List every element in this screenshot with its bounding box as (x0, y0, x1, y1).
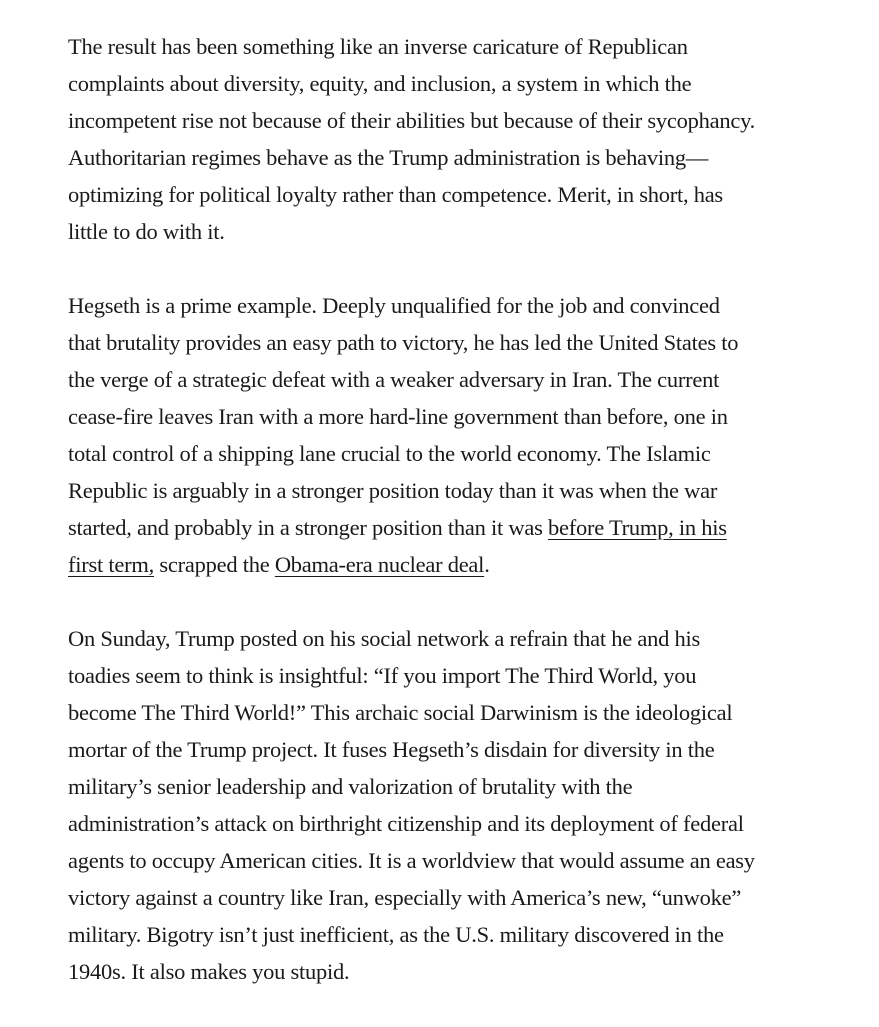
paragraph (68, 620, 868, 990)
text-line (68, 694, 868, 731)
text-line (68, 546, 868, 583)
text-segment: administration’s attack on birthright citizenship and its deployment of federal (68, 811, 744, 836)
text-line (68, 65, 868, 102)
text-segment: Republic is arguably in a stronger position today than it was when the war (68, 478, 718, 503)
text-segment: 1940s. It also makes you stupid. (68, 959, 350, 984)
text-segment: started, and probably in a stronger position than it was (68, 515, 549, 540)
text-segment: that brutality provides an easy path to victory, he has led the United States to (68, 330, 739, 355)
text-line (68, 176, 868, 213)
text-line (68, 139, 868, 176)
text-line (68, 472, 868, 509)
text-segment: the verge of a strategic defeat with a weaker adversary in Iran. The current (68, 367, 720, 392)
text-line (68, 398, 868, 435)
text-segment: Hegseth is a prime example. Deeply unqualified for the job and convinced (68, 293, 720, 318)
text-line (68, 102, 868, 139)
text-line (68, 805, 868, 842)
text-line (68, 28, 868, 65)
paragraph (68, 287, 868, 583)
paragraph (68, 28, 868, 250)
text-line (68, 916, 868, 953)
text-line (68, 324, 868, 361)
text-segment: complaints about diversity, equity, and inclusion, a system in which the (68, 71, 692, 96)
text-line (68, 361, 868, 398)
text-segment: little to do with it. (68, 219, 225, 244)
inline-link[interactable]: first term, (68, 552, 154, 577)
text-line (68, 879, 868, 916)
text-segment: . (484, 552, 490, 577)
text-line (68, 435, 868, 472)
text-line (68, 842, 868, 879)
inline-link[interactable]: Obama-era nuclear deal (274, 552, 485, 577)
text-segment: victory against a country like Iran, especially with America’s new, “unwoke” (68, 885, 742, 910)
text-segment: toadies seem to think is insightful: “If you import The Third World, you (68, 663, 697, 688)
text-line (68, 509, 868, 546)
text-line (68, 213, 868, 250)
text-segment: mortar of the Trump project. It fuses Hegseth’s disdain for diversity in the (68, 737, 715, 762)
text-segment: scrapped the (153, 552, 275, 577)
text-segment: military’s senior leadership and valorization of brutality with the (68, 774, 633, 799)
text-line (68, 731, 868, 768)
text-segment: Authoritarian regimes behave as the Trump administration is behaving— (68, 145, 709, 170)
text-line (68, 287, 868, 324)
inline-link[interactable]: before Trump, in his (548, 515, 727, 540)
text-segment: optimizing for political loyalty rather than competence. Merit, in short, has (68, 182, 723, 207)
text-segment: cease-fire leaves Iran with a more hard-line government than before, one in (68, 404, 728, 429)
text-segment: total control of a shipping lane crucial to the world economy. The Islamic (68, 441, 711, 466)
text-line (68, 657, 868, 694)
text-segment: On Sunday, Trump posted on his social network a refrain that he and his (68, 626, 700, 651)
text-segment: military. Bigotry isn’t just inefficient, as the U.S. military discovered in the (68, 922, 724, 947)
text-segment: The result has been something like an inverse caricature of Republican (68, 34, 688, 59)
text-line (68, 768, 868, 805)
text-segment: incompetent rise not because of their abilities but because of their sycophancy. (68, 108, 756, 133)
article-body (68, 28, 868, 1027)
text-line (68, 953, 868, 990)
text-line (68, 620, 868, 657)
text-segment: agents to occupy American cities. It is a worldview that would assume an easy (68, 848, 755, 873)
text-segment: become The Third World!” This archaic social Darwinism is the ideological (68, 700, 733, 725)
